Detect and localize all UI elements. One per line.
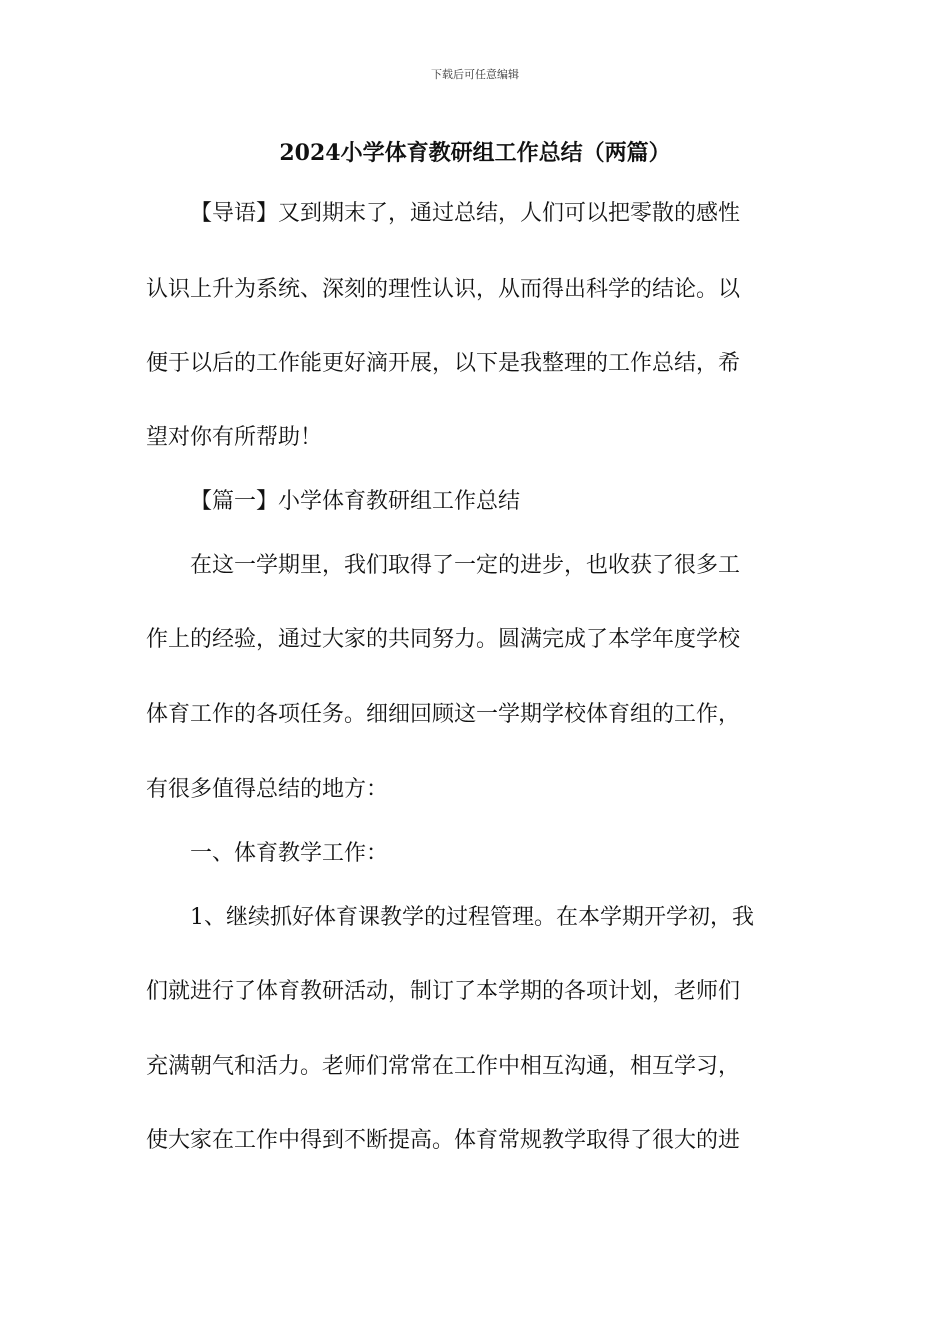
body-line: 有很多值得总结的地方： [146, 777, 389, 802]
body-line: 体育工作的各项任务。细细回顾这一学期学校体育组的工作， [146, 702, 741, 727]
section-heading: 【篇一】小学体育教研组工作总结 [190, 489, 521, 514]
subsection-heading: 一、体育教学工作： [190, 841, 389, 866]
body-line: 望对你有所帮助！ [146, 425, 323, 450]
header-note: 下载后可任意编辑 [431, 68, 519, 81]
body-line: 1、继续抓好体育课教学的过程管理。在本学期开学初，我 [190, 905, 754, 930]
body-line: 们就进行了体育教研活动，制订了本学期的各项计划，老师们 [146, 979, 741, 1004]
document-title: 2024小学体育教研组工作总结（两篇） [279, 140, 671, 166]
body-line: 认识上升为系统、深刻的理性认识，从而得出科学的结论。以 [146, 277, 741, 302]
body-line: 【导语】又到期末了，通过总结，人们可以把零散的感性 [190, 201, 741, 226]
body-line: 在这一学期里，我们取得了一定的进步，也收获了很多工 [190, 553, 741, 578]
body-line: 充满朝气和活力。老师们常常在工作中相互沟通，相互学习， [146, 1054, 741, 1079]
body-line: 使大家在工作中得到不断提高。体育常规教学取得了很大的进 [146, 1128, 741, 1153]
body-line: 作上的经验，通过大家的共同努力。圆满完成了本学年度学校 [146, 627, 741, 652]
body-line: 便于以后的工作能更好滴开展，以下是我整理的工作总结，希 [146, 351, 741, 376]
